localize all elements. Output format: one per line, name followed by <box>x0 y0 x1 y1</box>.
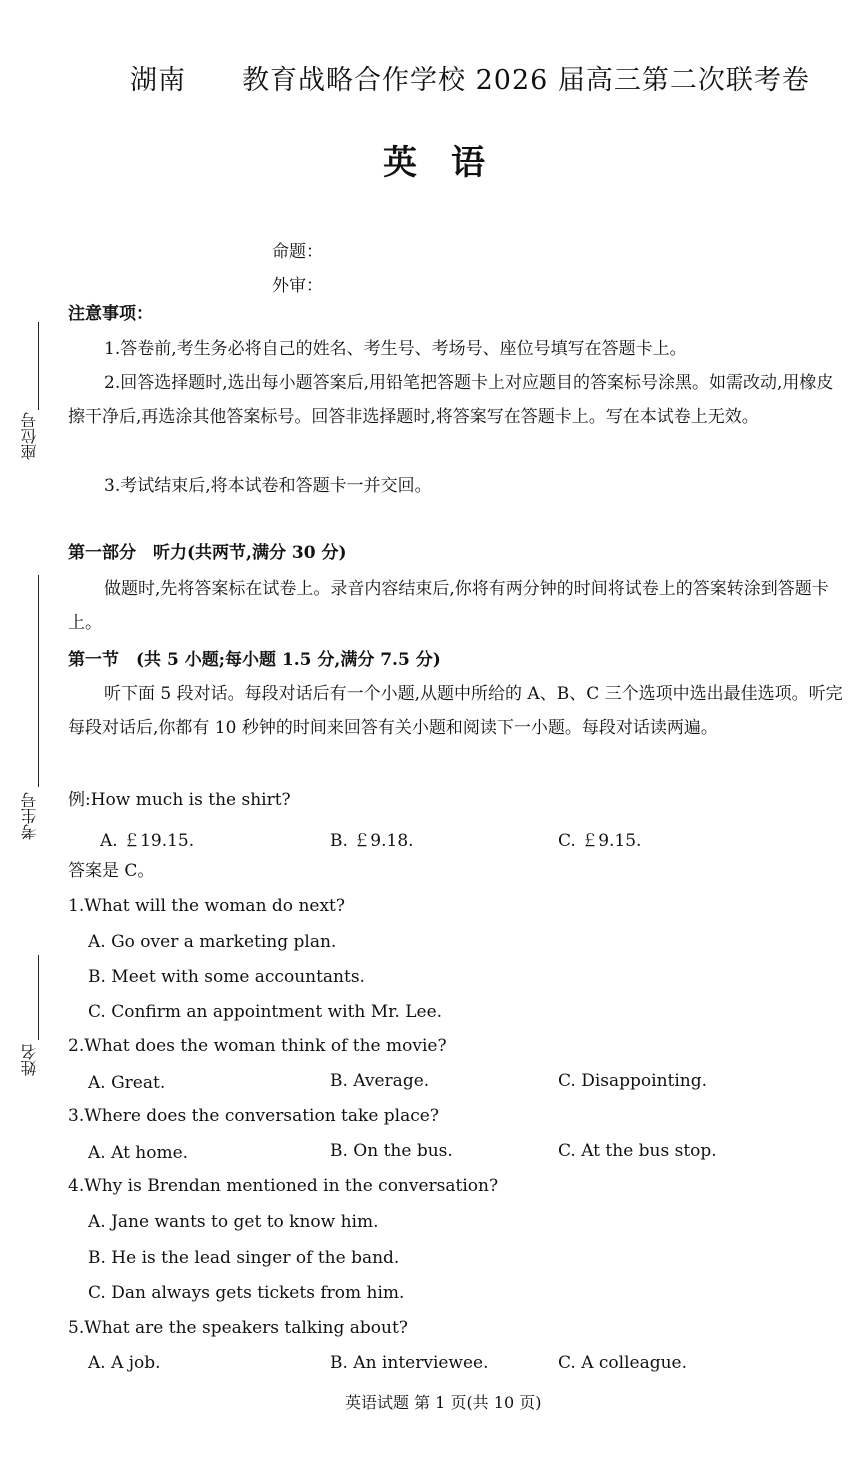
note-item-1: 1.答卷前,考生务必将自己的姓名、考生号、考场号、座位号填写在答题卡上。 <box>104 339 687 359</box>
notes-heading: 注意事项： <box>68 304 153 324</box>
name-label: 姓名 <box>20 1044 39 1076</box>
note-item-3: 3.考试结束后,将本试卷和答题卡一并交回。 <box>104 476 432 496</box>
subject-title: 英 语 <box>383 143 485 183</box>
q1-option-b: B. Meet with some accountants. <box>88 967 365 987</box>
q2-option-a: A. Great. <box>88 1073 166 1093</box>
proposer-label: 命题： <box>272 242 323 262</box>
q4-option-c: C. Dan always gets tickets from him. <box>88 1283 405 1303</box>
header-region: 湖南 <box>130 65 186 96</box>
q4-option-b: B. He is the lead singer of the band. <box>88 1248 400 1268</box>
example-answer: 答案是 C。 <box>68 861 155 881</box>
question-1: 1.What will the woman do next? <box>68 896 345 916</box>
example-option-a: A. ￡19.15. <box>100 831 195 851</box>
q4-option-a: A. Jane wants to get to know him. <box>88 1212 379 1232</box>
question-4: 4.Why is Brendan mentioned in the conversation? <box>68 1176 499 1196</box>
example-option-b: B. ￡9.18. <box>330 831 414 851</box>
exam-no-label: 考生号 <box>20 792 39 840</box>
question-5: 5.What are the speakers talking about? <box>68 1318 408 1338</box>
q1-option-a: A. Go over a marketing plan. <box>88 932 337 952</box>
seat-label: 座位号 <box>20 412 39 460</box>
q2-option-b: B. Average. <box>330 1071 430 1091</box>
example-option-c: C. ￡9.15. <box>558 831 642 851</box>
q1-option-c: C. Confirm an appointment with Mr. Lee. <box>88 1002 443 1022</box>
question-2: 2.What does the woman think of the movie? <box>68 1036 447 1056</box>
q3-option-a: A. At home. <box>88 1143 189 1163</box>
q3-option-b: B. On the bus. <box>330 1141 453 1161</box>
example-question: 例:How much is the shirt? <box>68 790 291 810</box>
part1-instruction: 做题时,先将答案标在试卷上。录音内容结束后,你将有两分钟的时间将试卷上的答案转涂到答题卡上。 <box>68 579 829 633</box>
exam-title: 教育战略合作学校 2026 届高三第二次联考卷 <box>242 65 810 96</box>
q5-option-a: A. A job. <box>88 1353 161 1373</box>
part1-heading: 第一部分 听力(共两节,满分 30 分) <box>68 543 347 563</box>
q5-option-c: C. A colleague. <box>558 1353 688 1373</box>
question-3: 3.Where does the conversation take place? <box>68 1106 439 1126</box>
section1-instruction: 听下面 5 段对话。每段对话后有一个小题,从题中所给的 A、B、C 三个选项中选出最佳选项。听完每段对话后,你都有 10 秒钟的时间来回答有关小题和阅读下一小题。每段对话读两遍。 <box>68 684 843 738</box>
q3-option-c: C. At the bus stop. <box>558 1141 717 1161</box>
section1-heading: 第一节 (共 5 小题;每小题 1.5 分,满分 7.5 分) <box>68 650 441 670</box>
q5-option-b: B. An interviewee. <box>330 1353 489 1373</box>
note-item-2: 2.回答选择题时,选出每小题答案后,用铅笔把答题卡上对应题目的答案标号涂黑。如需改动,用橡皮擦干净后,再选涂其他答案标号。回答非选择题时,将答案写在答题卡上。写在本试卷上无效。 <box>68 373 834 427</box>
page-footer: 英语试题 第 1 页(共 10 页) <box>345 1393 542 1412</box>
seat-line <box>38 322 39 410</box>
q2-option-c: C. Disappointing. <box>558 1071 708 1091</box>
reviewer-label: 外审： <box>272 276 323 296</box>
name-line <box>38 955 39 1040</box>
exam-no-line <box>38 575 39 787</box>
